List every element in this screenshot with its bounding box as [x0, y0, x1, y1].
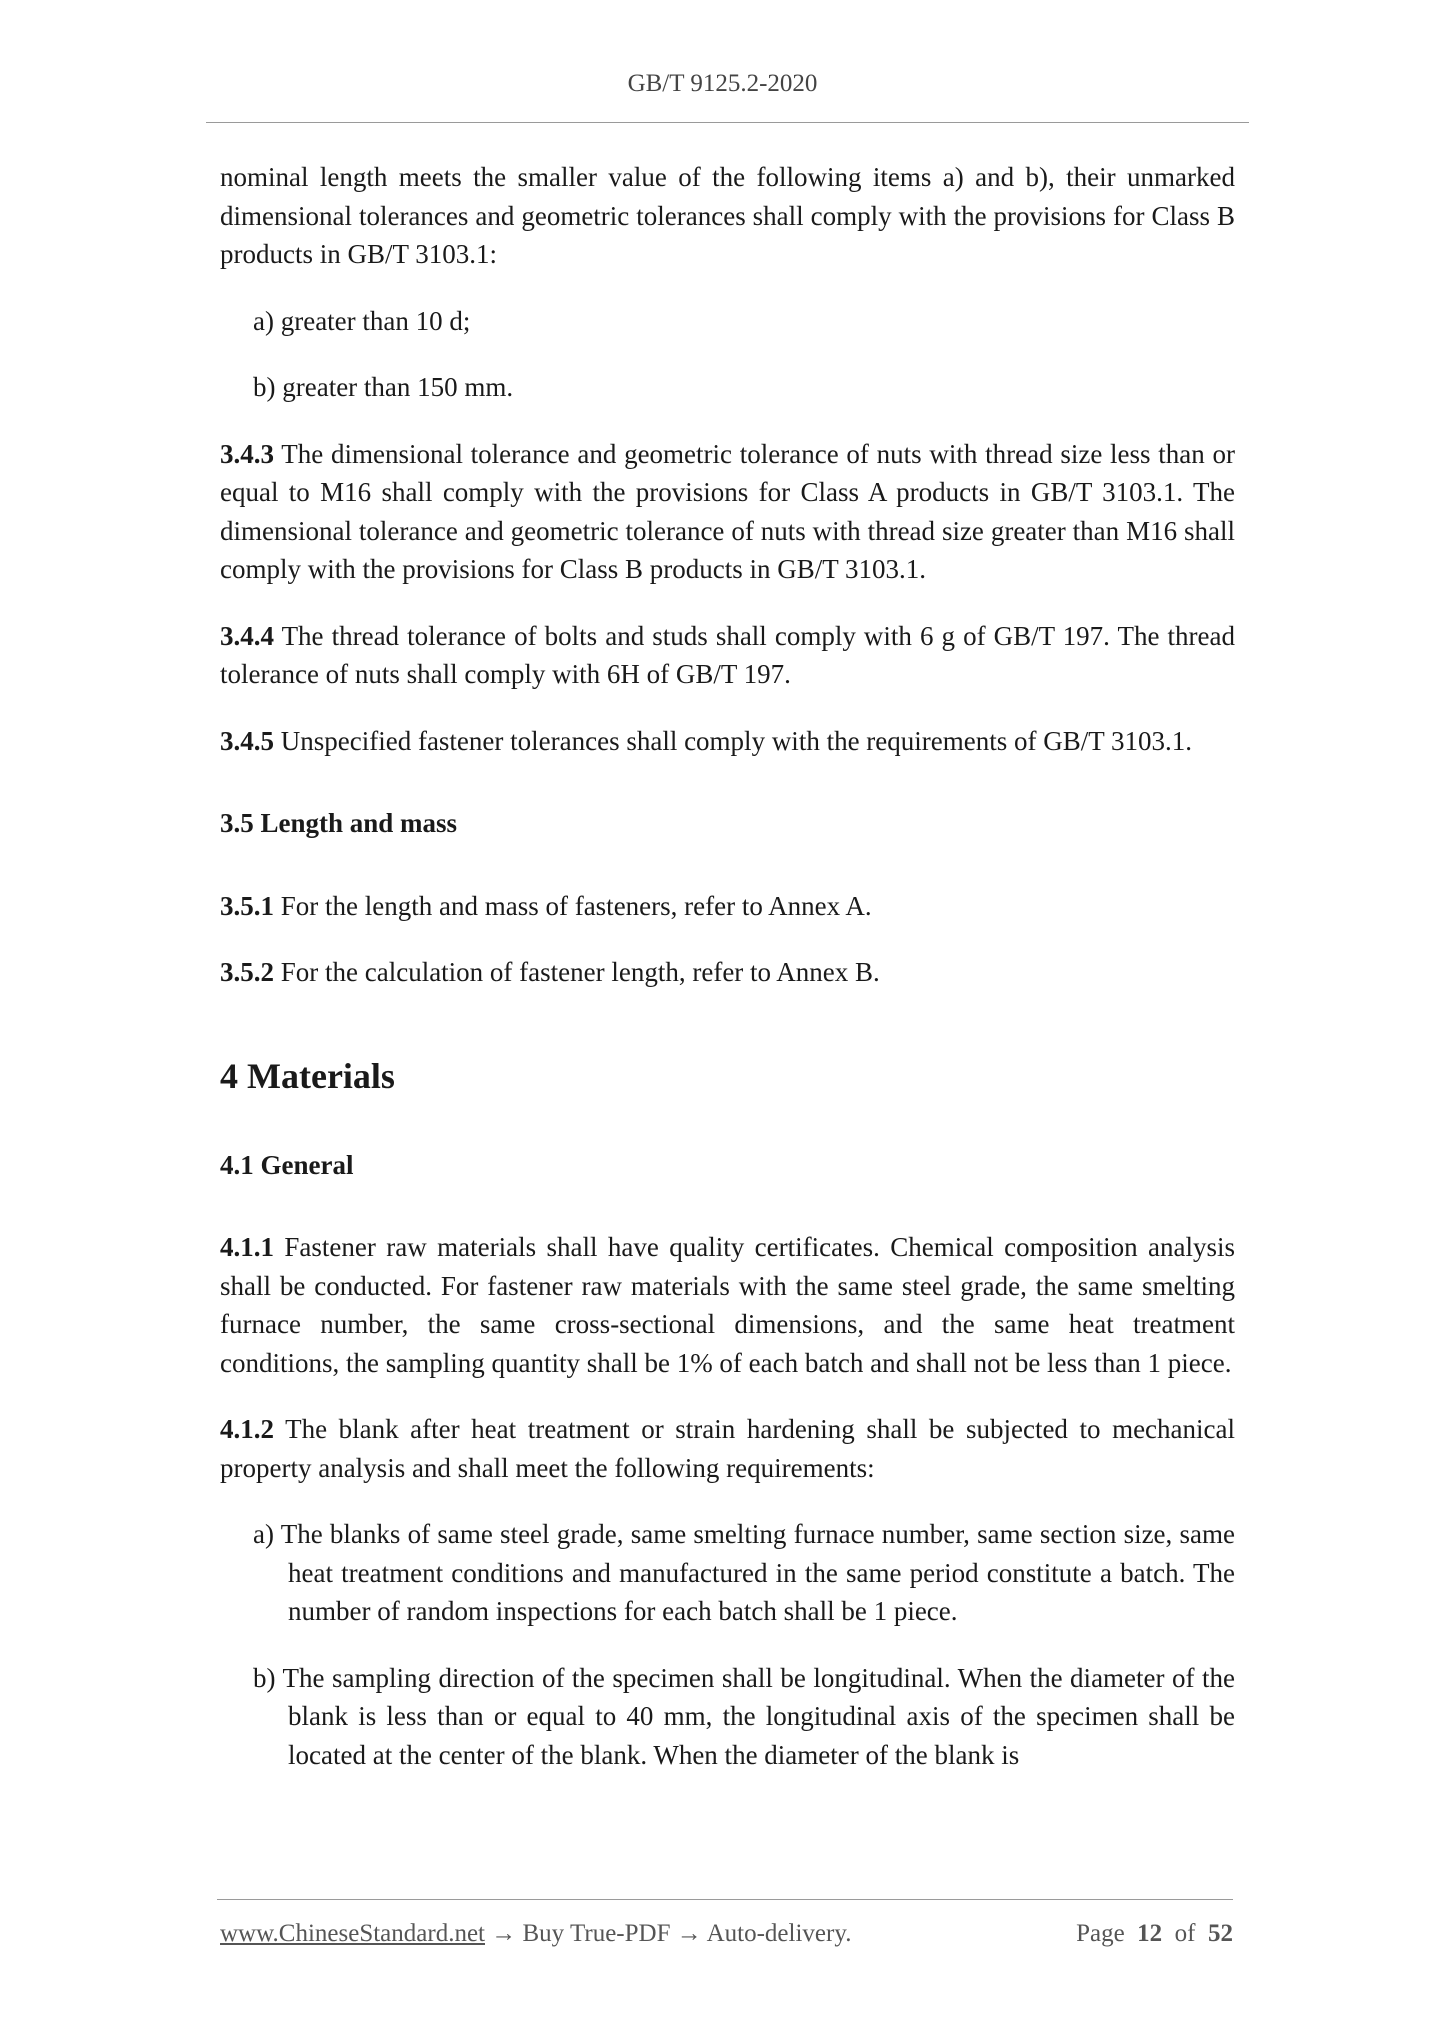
page-content	[220, 158, 1235, 1774]
clause-3-4-5	[220, 722, 1235, 761]
clause-number: 3.5.1	[220, 890, 274, 921]
website-link[interactable]: www.ChineseStandard.net	[220, 1920, 485, 1947]
clause-text: The blank after heat treatment or strain hardening shall be subjected to mechanical property analysis and shall meet the following requirements:	[220, 1414, 1235, 1483]
list-item-a: a) greater than 10 d;	[253, 305, 471, 336]
clause-number: 4.1.2	[220, 1414, 274, 1444]
chapter-heading-4: 4 Materials	[220, 1055, 395, 1096]
paragraph-continuation: nominal length meets the smaller value of the following items a) and b), their unmarked dimensional tolerances and geometric tolerances shall comply with the provisions for Class B products in GB/T 3103.1:	[220, 162, 1235, 269]
clause-number: 3.4.4	[220, 620, 274, 651]
clause-text: For the length and mass of fasteners, refer to Annex A.	[274, 890, 872, 921]
promo-text: → Buy True-PDF → Auto-delivery.	[485, 1920, 852, 1947]
clause-3-4-4	[220, 617, 1235, 694]
clause-text: Unspecified fastener tolerances shall comply with the requirements of GB/T 3103.1.	[274, 725, 1192, 756]
page-number: 12	[1137, 1920, 1163, 1947]
page-total: 52	[1208, 1920, 1233, 1947]
clause-4-1-2	[220, 1410, 1235, 1487]
page-header: GB/T 9125.2-2020	[627, 70, 818, 97]
footer-promo	[220, 1920, 851, 1948]
page-indicator	[1076, 1920, 1233, 1948]
list-item-4-1-2-b: b) The sampling direction of the specimen shall be longitudinal. When the diameter of the blank is less than or equal to 40 mm, the longitudinal axis of the specimen shall be located at the center of the blank. When the diameter of the blank is	[253, 1662, 1235, 1770]
section-heading-3-5: 3.5 Length and mass	[220, 808, 458, 838]
page-label: Page	[1076, 1920, 1125, 1947]
clause-text: For the calculation of fastener length, refer to Annex B.	[274, 957, 880, 987]
clause-number: 3.4.3	[220, 438, 274, 469]
page-footer	[220, 1920, 1233, 1948]
clause-text: Fastener raw materials shall have quality certificates. Chemical composition analysis shall be conducted. For fastener raw materials with the same steel grade, the same smelting furnace number, the same cross-sectional dimensions, and the same heat treatment conditions, the sampling quantity shall be 1% of each batch and shall not be less than 1 piece.	[220, 1232, 1235, 1378]
clause-4-1-1	[220, 1228, 1235, 1382]
of-label: of	[1174, 1920, 1196, 1947]
clause-3-5-1	[220, 887, 1235, 926]
clause-text: The thread tolerance of bolts and studs shall comply with 6 g of GB/T 197. The thread tolerance of nuts shall comply with 6H of GB/T 197.	[220, 620, 1235, 689]
section-heading-4-1: 4.1 General	[220, 1149, 354, 1180]
list-item-4-1-2-a: a) The blanks of same steel grade, same smelting furnace number, same section size, same heat treatment conditions and manufactured in the same period constitute a batch. The number of random inspections for each batch shall be 1 piece.	[253, 1519, 1235, 1626]
list-item-b: b) greater than 150 mm.	[253, 372, 514, 402]
clause-3-5-2	[220, 953, 1235, 992]
clause-text: The dimensional tolerance and geometric tolerance of nuts with thread size less than or equal to M16 shall comply with the provisions for Class A products in GB/T 3103.1. The dimensional tolerance and geometric tolerance of nuts with thread size greater than M16 shall comply with the provisions for Class B products in GB/T 3103.1.	[220, 438, 1235, 584]
clause-3-4-3	[220, 435, 1235, 589]
clause-number: 3.4.5	[220, 725, 274, 756]
footer-divider	[217, 1899, 1233, 1900]
clause-number: 4.1.1	[220, 1232, 274, 1262]
header-divider	[206, 122, 1249, 123]
clause-number: 3.5.2	[220, 957, 274, 987]
